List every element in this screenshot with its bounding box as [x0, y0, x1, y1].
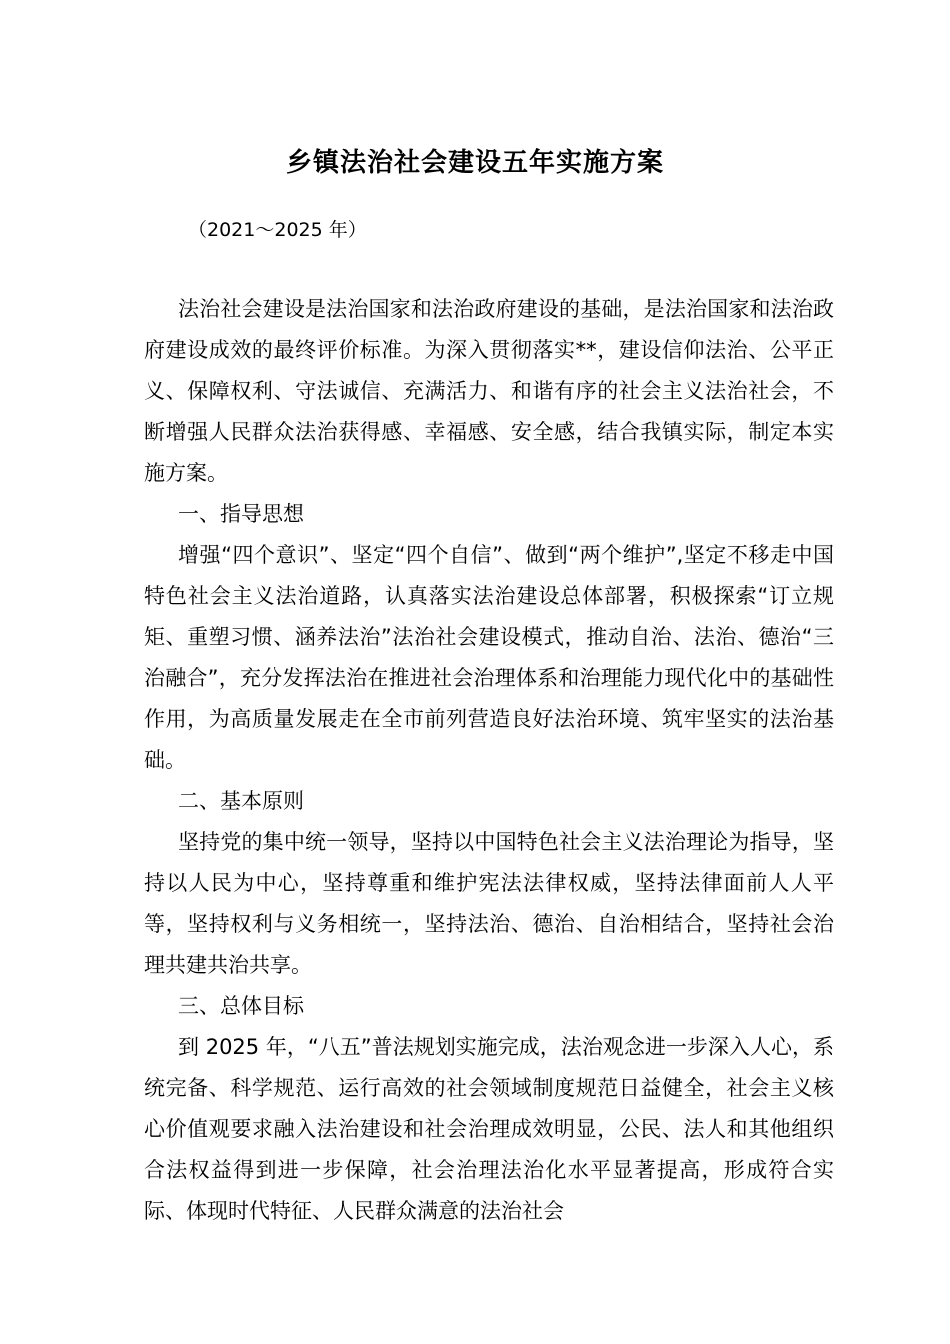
document-subtitle: （2021～2025 年）: [188, 219, 367, 241]
section-paragraph-basic-principles: 坚持党的集中统一领导，坚持以中国特色社会主义法治理论为指导，坚持以人民为中心，坚持尊重和维护宪法法律权威，坚持法律面前人人平等，坚持权利与义务相统一，坚持法治、德治、自治相结合，坚持社会治理共建共治共享。: [144, 830, 834, 977]
section-heading-basic-principles: 二、基本原则: [178, 789, 304, 813]
section-heading-guiding-ideology: 一、指导思想: [178, 502, 304, 526]
section-paragraph-guiding-ideology: 增强“四个意识”、坚定“四个自信”、做到“两个维护”,坚定不移走中国特色社会主义法治道路，认真落实法治建设总体部署，积极探索“订立规矩、重塑习惯、涵养法治”法治社会建设模式，推动自治、法治、德治“三治融合”，充分发挥法治在推进社会治理体系和治理能力现代化中的基础性作用，为高质量发展走在全市前列营造良好法治环境、筑牢坚实的法治基础。: [144, 543, 834, 772]
section-paragraph-overall-goals: 到 2025 年，“八五”普法规划实施完成，法治观念进一步深入人心，系统完备、科学规范、运行高效的社会领域制度规范日益健全，社会主义核心价值观要求融入法治建设和社会治理成效明显，公民、法人和其他组织合法权益得到进一步保障，社会治理法治化水平显著提高，形成符合实际、体现时代特征、人民群众满意的法治社会: [144, 1035, 834, 1223]
document-body: [144, 289, 834, 1232]
intro-paragraph: 法治社会建设是法治国家和法治政府建设的基础，是法治国家和法治政府建设成效的最终评价标准。为深入贯彻落实**，建设信仰法治、公平正义、保障权利、守法诚信、充满活力、和谐有序的社会主义法治社会，不断增强人民群众法治获得感、幸福感、安全感，结合我镇实际，制定本实施方案。: [144, 297, 834, 485]
document-title: 乡镇法治社会建设五年实施方案: [285, 148, 664, 178]
section-heading-overall-goals: 三、总体目标: [178, 994, 304, 1018]
